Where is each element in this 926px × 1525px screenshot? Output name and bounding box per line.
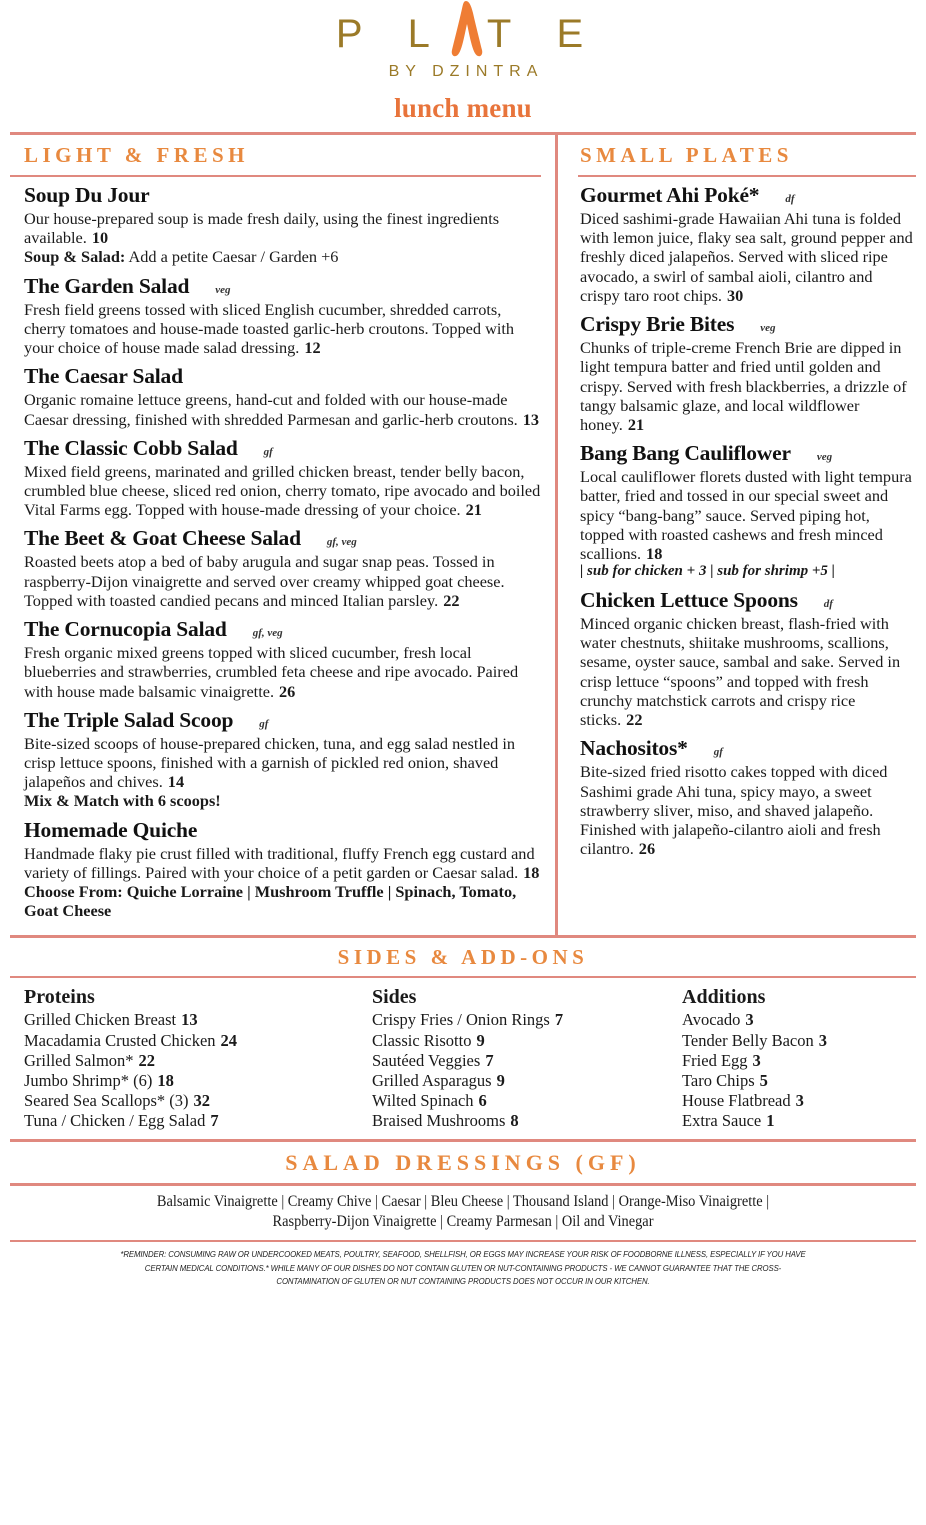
footer-line-3: CONTAMINATION OF GLUTEN OR NUT CONTAINING PRODUCTS DOES NOT OCCUR IN OUR KITCHEN. [276, 1276, 650, 1287]
addon-row: Wilted Spinach 6 [372, 1090, 487, 1110]
brush-stroke-a-icon [447, 14, 487, 54]
item-description: Minced organic chicken breast, flash-fried with water chestnuts, shiitake mushrooms, scallions, sesame, oyster sauce, sambal and sake. Served in crisp lettuce “spoons” and topped with fresh crunchy matchstick carrots and crispy rice sticks. 22 [580, 613, 901, 730]
menu-item [24, 274, 541, 358]
item-note: Soup & Salad: Add a petite Caesar / Garden +6 [24, 247, 339, 267]
dressings-list [46, 1186, 879, 1240]
item-note: Mix & Match with 6 scoops! [24, 791, 221, 811]
small-plates-items [578, 177, 916, 873]
menu-tagline: lunch menu [394, 93, 532, 123]
dressings-line-2: Raspberry-Dijon Vinaigrette | Creamy Parmesan | Oil and Vinegar [272, 1213, 654, 1231]
diet-tag: gf [713, 746, 723, 759]
item-price: 13 [522, 409, 540, 429]
diet-tag: df [785, 193, 795, 205]
menu-item [580, 183, 916, 305]
addon-group-proteins [24, 986, 372, 1131]
item-price: 21 [627, 414, 645, 434]
footer-disclaimer [32, 1242, 893, 1289]
addon-row: Tuna / Chicken / Egg Salad 7 [24, 1111, 219, 1131]
brand-logo-plate: P L T E [326, 14, 600, 54]
addon-row: Extra Sauce 1 [682, 1111, 775, 1131]
column-light-and-fresh [10, 135, 555, 935]
item-name: Bang Bang Cauliflower [580, 441, 791, 466]
menu-item [580, 588, 916, 729]
addon-row: Grilled Asparagus 9 [372, 1070, 505, 1090]
addon-row: Sautéed Veggies 7 [372, 1050, 494, 1070]
addon-row: House Flatbread 3 [682, 1090, 804, 1110]
addon-row: Seared Sea Scallops* (3) 32 [24, 1090, 210, 1110]
diet-tag: gf, veg [326, 536, 357, 549]
item-description: Bite-sized fried risotto cakes topped with diced Sashimi grade Ahi tuna, spicy mayo, a sweet strawberry sliver, miso, and shaved jalapeño. Finished with jalapeño-cilantro aioli and fresh cilantro. 26 [580, 762, 888, 859]
item-description: Bite-sized scoops of house-prepared chicken, tuna, and egg salad nestled in crisp lettuce spoons, finished with a garnish of pickled red onion, shaved jalapeños and chives. 14 [24, 733, 515, 792]
addon-row: Grilled Salmon* 22 [24, 1050, 156, 1070]
addon-group-title: Additions [682, 986, 766, 1009]
item-description: Chunks of triple-creme French Brie are dipped in light tempura batter and fried until golden and crispy. Served with fresh blackberries, a drizzle of tangy balsamic glaze, and local wildflower honey. 21 [580, 338, 907, 434]
column-small-plates [558, 135, 916, 935]
item-name: Gourmet Ahi Poké* [580, 183, 760, 207]
addon-row: Avocado 3 [682, 1010, 754, 1030]
item-substitution-note: | sub for chicken + 3 | sub for shrimp +5 | [580, 563, 835, 580]
item-name: Homemade Quiche [24, 817, 198, 842]
addon-row: Braised Mushrooms 8 [372, 1111, 519, 1131]
item-name: The Garden Salad [24, 273, 190, 298]
light-and-fresh-items [10, 177, 541, 935]
footer-line-1: *REMINDER: CONSUMING RAW OR UNDERCOOKED MEATS, POULTRY, SEAFOOD, SHELLFISH, OR EGGS MAY INCREASE YOUR RISK OF FOODBORNE ILLNESS, ESPECIALLY IF YOU HAVE [120, 1249, 806, 1260]
item-name: The Triple Salad Scoop [24, 707, 234, 732]
addon-row: Tender Belly Bacon 3 [682, 1030, 827, 1050]
diet-tag: veg [816, 451, 833, 464]
item-name: Nachositos* [580, 736, 688, 761]
item-description: Our house-prepared soup is made fresh daily, using the finest ingredients available. 10 [24, 209, 500, 248]
item-price: 14 [167, 772, 185, 792]
menu-item [580, 441, 916, 581]
item-price: 22 [443, 590, 460, 610]
menu-item [24, 708, 541, 811]
dressings-line-1: Balsamic Vinaigrette | Creamy Chive | Caesar | Bleu Cheese | Thousand Island | Orange-Miso Vinaigrette | [156, 1193, 770, 1211]
diet-tag: gf [259, 717, 269, 730]
section-title-sides-and-addons: SIDES & ADD-ONS [337, 945, 589, 970]
item-name: Crispy Brie Bites [580, 312, 735, 337]
addon-row: Crispy Fries / Onion Rings 7 [372, 1010, 564, 1030]
item-description: Diced sashimi-grade Hawaiian Ahi tuna is folded with lemon juice, flaky sea salt, ground pepper and freshly diced jalapeños. Served with sliced ripe avocado, a swirl of sambal aioli, cilantro and crispy taro root chips. 30 [580, 209, 913, 305]
addon-group-title: Proteins [24, 986, 95, 1009]
item-description: Fresh field greens tossed with sliced English cucumber, shredded carrots, cherry tomatoes and house-made toasted garlic-herb croutons. Topped with your choice of house made salad dressing. 12 [24, 299, 515, 358]
item-name: The Beet & Goat Cheese Salad [24, 526, 301, 551]
item-description: Local cauliflower florets dusted with light tempura batter, fried and tossed in our special sweet and spicy “bang-bang” sauce. Served piping hot, topped with roasted cashews and fresh minced scallions. 18 [580, 467, 912, 564]
section-title-salad-dressings: SALAD DRESSINGS (GF) [285, 1150, 641, 1176]
menu-item [24, 364, 541, 428]
item-name: The Cornucopia Salad [24, 617, 227, 642]
addon-row: Classic Risotto 9 [372, 1030, 485, 1050]
item-name: Chicken Lettuce Spoons [580, 587, 798, 612]
addon-row: Grilled Chicken Breast 13 [24, 1010, 198, 1030]
addon-group-sides [372, 986, 682, 1131]
item-price: 12 [304, 338, 321, 358]
item-description: Mixed field greens, marinated and grilled chicken breast, tender belly bacon, crumbled blue cheese, sliced red onion, cherry tomato, ripe avocado and boiled Vital Farms egg. Topped with house-made dressing of your choice. 21 [24, 461, 541, 520]
item-name: Soup Du Jour [24, 183, 150, 207]
addon-group-title: Sides [372, 986, 417, 1009]
item-name: The Caesar Salad [24, 364, 183, 389]
diet-tag: gf, veg [252, 627, 283, 640]
item-description: Roasted beets atop a bed of baby arugula and sugar snap peas. Tossed in raspberry-Dijon vinaigrette and served over creamy whipped goat cheese. Topped with toasted candied pecans and minced Italian parsley. 22 [24, 552, 505, 610]
diet-tag: veg [760, 322, 776, 335]
masthead [0, 0, 926, 124]
diet-tag: veg [215, 283, 231, 296]
section-title-small-plates: SMALL PLATES [580, 143, 793, 167]
footer-line-2: CERTAIN MEDICAL CONDITIONS.* WHILE MANY OF OUR DISHES DO NOT CONTAIN GLUTEN OR NUT-CONTAINING PRODUCTS - WE CANNOT GUARANTEE THAT THE CROSS- [144, 1262, 782, 1273]
item-price: 26 [279, 681, 296, 701]
brand-logo-subtitle: BY DZINTRA [388, 63, 544, 80]
menu-columns [10, 135, 916, 935]
item-price: 21 [465, 500, 482, 520]
menu-item [580, 736, 916, 858]
menu-item [24, 183, 541, 267]
item-note: Choose From: Quiche Lorraine | Mushroom Truffle | Spinach, Tomato, Goat Cheese [24, 882, 517, 921]
item-price: 18 [523, 862, 540, 882]
diet-tag: df [823, 597, 833, 610]
item-price: 10 [91, 228, 109, 248]
menu-item [24, 436, 541, 520]
addon-group-additions [682, 986, 912, 1131]
item-description: Organic romaine lettuce greens, hand-cut and folded with our house-made Caesar dressing, finished with shredded Parmesan and garlic-herb croutons. 13 [24, 390, 540, 429]
menu-item [24, 818, 541, 921]
addon-row: Taro Chips 5 [682, 1070, 768, 1090]
item-description: Fresh organic mixed greens topped with sliced cucumber, fresh local blueberries and strawberries, crumbled feta cheese and ripe avocado. Paired with house made balsamic vinaigrette. 26 [24, 643, 519, 701]
item-price: 26 [638, 839, 656, 859]
addon-row: Macadamia Crusted Chicken 24 [24, 1030, 238, 1050]
diet-tag: gf [263, 445, 273, 458]
addon-row: Fried Egg 3 [682, 1050, 761, 1070]
menu-item [24, 617, 541, 701]
item-name: The Classic Cobb Salad [24, 435, 238, 460]
item-price: 30 [726, 285, 744, 305]
item-price: 18 [646, 544, 663, 564]
section-title-light-and-fresh: LIGHT & FRESH [24, 143, 249, 167]
addon-row: Jumbo Shrimp* (6) 18 [24, 1070, 174, 1090]
item-description: Handmade flaky pie crust filled with traditional, fluffy French egg custard and variety of fillings. Paired with your choice of a petit garden or Caesar salad. 18 [24, 843, 540, 882]
item-price: 22 [626, 710, 643, 730]
addons-grid [10, 978, 916, 1139]
menu-item [580, 312, 916, 434]
menu-item [24, 526, 541, 610]
